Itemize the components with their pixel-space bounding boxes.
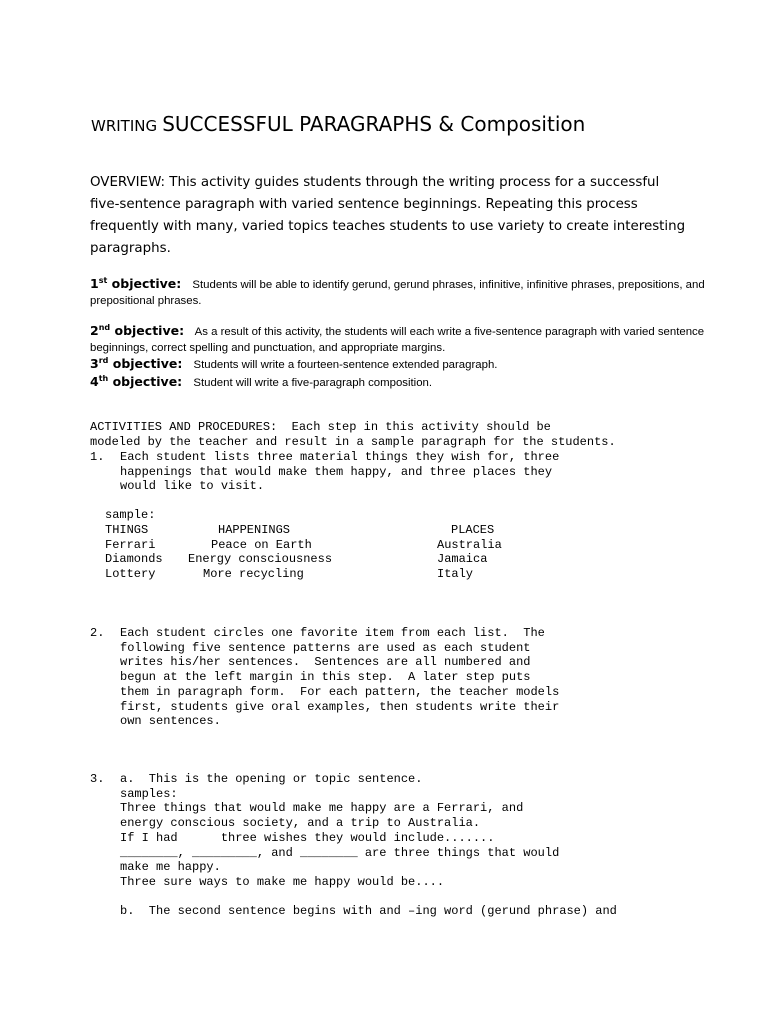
objective-text: Student will write a five-paragraph composition. <box>193 377 433 389</box>
activities-intro: ACTIVITIES AND PROCEDURES: Each step in this activity should be modeled by the teacher and result in a sample paragraph for the students. <box>90 420 616 449</box>
objective-ordinal: rd <box>98 356 109 365</box>
objective-label: objective: <box>112 374 183 389</box>
objective-ordinal: nd <box>98 323 111 332</box>
step-text: Each student circles one favorite item from each list. The following five sentence patterns are used as each student writes his/her sentences. Sentences are all numbered and begun at the left margin in this step. A later step puts them in paragraph form. For each pattern, the teacher models first, students give oral examples, then students write their own sentences. <box>120 626 560 729</box>
table-cell: More recycling <box>203 567 304 582</box>
step-number: 3. <box>90 772 105 786</box>
objective-1 <box>90 276 710 309</box>
document-title <box>91 112 585 136</box>
step-number: 2. <box>90 626 105 640</box>
objective-4 <box>90 374 710 391</box>
objective-3 <box>90 356 710 373</box>
step-text: a. This is the opening or topic sentence. samples: Three things that would make me happy are a Ferrari, and energy conscious society, and a trip to Australia. If I had three wishes they would include....... ________, _________, and ________ are three things that would make me happy. Three sure ways to make me happy would be.... b. The second sentence begins with and –ing word (gerund phrase) and <box>120 772 617 919</box>
objective-number: 4 <box>90 374 99 389</box>
overview-paragraph: OVERVIEW: This activity guides students through the writing process for a successful five-sentence paragraph with varied sentence beginnings. Repeating this process frequently with many, varied topics teaches students to use variety to create interesting paragraphs. <box>90 175 686 256</box>
table-cell: Australia <box>437 537 502 552</box>
objective-number: 3 <box>90 356 99 371</box>
table-header: HAPPENINGS <box>218 523 291 537</box>
objective-ordinal: st <box>98 276 108 285</box>
table-cell: Energy consciousness <box>188 552 333 567</box>
objective-number: 1 <box>90 276 99 291</box>
table-cell: Lottery <box>105 567 156 582</box>
sample-label: sample: <box>105 508 156 522</box>
step-number: 1. <box>90 450 105 464</box>
table-cell: Jamaica <box>437 552 488 567</box>
step-text: Each student lists three material things they wish for, three happenings that would make them happy, and three places they would like to visit. <box>120 450 560 494</box>
title-prefix: WRITING <box>91 117 158 135</box>
objective-text: Students will be able to identify gerund, gerund phrases, infinitive, infinitive phrases, prepositions, and prepositional phrases. <box>90 279 705 307</box>
objective-text: As a result of this activity, the students will each write a five-sentence paragraph with varied sentence beginnings, correct spelling and punctuation, and appropriate margins. <box>90 326 705 354</box>
table-cell: Ferrari <box>105 537 156 552</box>
table-cell: Italy <box>437 567 474 582</box>
objective-2 <box>90 323 710 356</box>
objective-number: 2 <box>90 323 99 338</box>
objective-label: objective: <box>112 356 183 371</box>
objective-text: Students will write a fourteen-sentence extended paragraph. <box>193 359 498 371</box>
objective-ordinal: th <box>98 374 109 383</box>
title-main: SUCCESSFUL PARAGRAPHS & Composition <box>162 112 586 136</box>
table-header: THINGS <box>105 523 149 537</box>
objective-label: objective: <box>114 323 185 338</box>
table-header: PLACES <box>451 523 495 537</box>
table-cell: Peace on Earth <box>211 537 312 552</box>
objective-label: objective: <box>111 276 182 291</box>
table-cell: Diamonds <box>105 552 163 567</box>
